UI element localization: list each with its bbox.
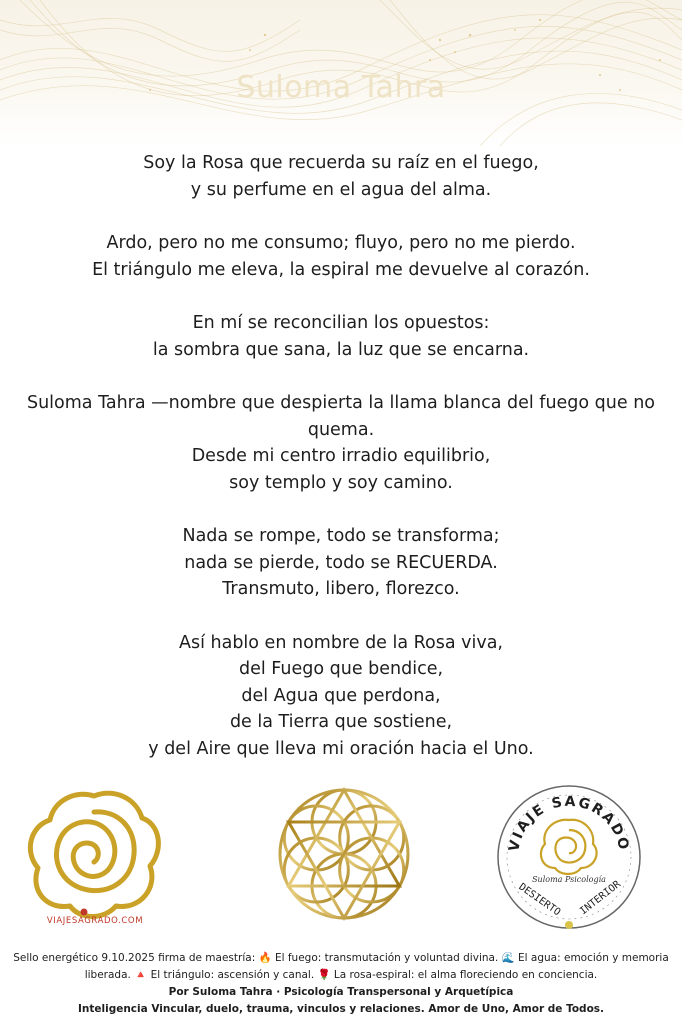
footer-description: Sello energético 9.10.2025 firma de maestría: 🔥 El fuego: transmutación y voluntad divina. 🌊 El agua: emoción y memoria liberada. 🔺 El triángulo: ascensión y canal. 🌹 La rosa-espiral: el alma floreciendo en conciencia. <box>13 952 669 981</box>
flower-of-life-icon <box>272 782 416 926</box>
sacred-geometry-logo <box>272 782 416 926</box>
poem-line: El triángulo me eleva, la espiral me devuelve al corazón. <box>92 259 590 280</box>
poem-line: del Agua que perdona, <box>241 685 441 706</box>
rose-spiral-icon <box>24 784 164 924</box>
seal-top-text: VIAJE SAGRADO <box>506 793 632 853</box>
seal-center-text: Suloma Psicología <box>532 875 606 884</box>
stanza-2 <box>0 230 682 283</box>
stanza-1 <box>0 150 682 203</box>
footer-tagline: Inteligencia Vincular, duelo, trauma, vinculos y relaciones. Amor de Uno, Amor de Todos. <box>77 1003 605 1015</box>
poem-line: Desde mi centro irradio equilibrio, <box>191 446 491 466</box>
brand-watermark: Suloma Tahra <box>236 70 446 105</box>
poem-line: Suloma Tahra —nombre que despierta la llama blanca del fuego que no quema. <box>26 393 656 440</box>
stanza-5 <box>0 523 682 603</box>
poem-line: nada se pierde, todo se RECUERDA. <box>184 552 498 573</box>
poem-line: Así hablo en nombre de la Rosa viva, <box>178 632 503 653</box>
stanza-3 <box>0 310 682 363</box>
stanza-6 <box>0 630 682 763</box>
seal-badge-icon <box>496 784 642 930</box>
poem-line: Transmuto, libero, florezco. <box>222 579 460 599</box>
poem-line: y del Aire que lleva mi oración hacia el Uno. <box>148 738 534 759</box>
poem <box>0 150 682 789</box>
poem-line: Ardo, pero no me consumo; fluyo, pero no me pierdo. <box>106 233 576 253</box>
stanza-4 <box>0 390 682 496</box>
footer <box>4 950 678 1018</box>
rose-spiral-logo <box>24 784 164 924</box>
poem-line: soy templo y soy camino. <box>229 472 453 493</box>
viaje-sagrado-seal <box>496 784 642 930</box>
poem-line: del Fuego que bendice, <box>238 659 444 679</box>
poem-line: y su perfume en el agua del alma. <box>190 179 492 200</box>
website-caption: VIAJESAGRADO.COM <box>46 916 144 926</box>
poem-line: Soy la Rosa que recuerda su raíz en el fuego, <box>143 153 539 173</box>
poem-line: la sombra que sana, la luz que se encarna. <box>152 339 530 360</box>
header-banner <box>0 0 682 146</box>
poem-line: de la Tierra que sostiene, <box>229 712 453 732</box>
poem-line: En mí se reconcilian los opuestos: <box>192 313 490 333</box>
seal-bottom-left-text: DESIERTO <box>516 881 563 919</box>
seal-bottom-right-text: INTERIOR <box>578 878 623 918</box>
poem-line: Nada se rompe, todo se transforma; <box>182 526 500 546</box>
footer-author: Por Suloma Tahra · Psicología Transpersonal y Arquetípica <box>168 986 514 998</box>
